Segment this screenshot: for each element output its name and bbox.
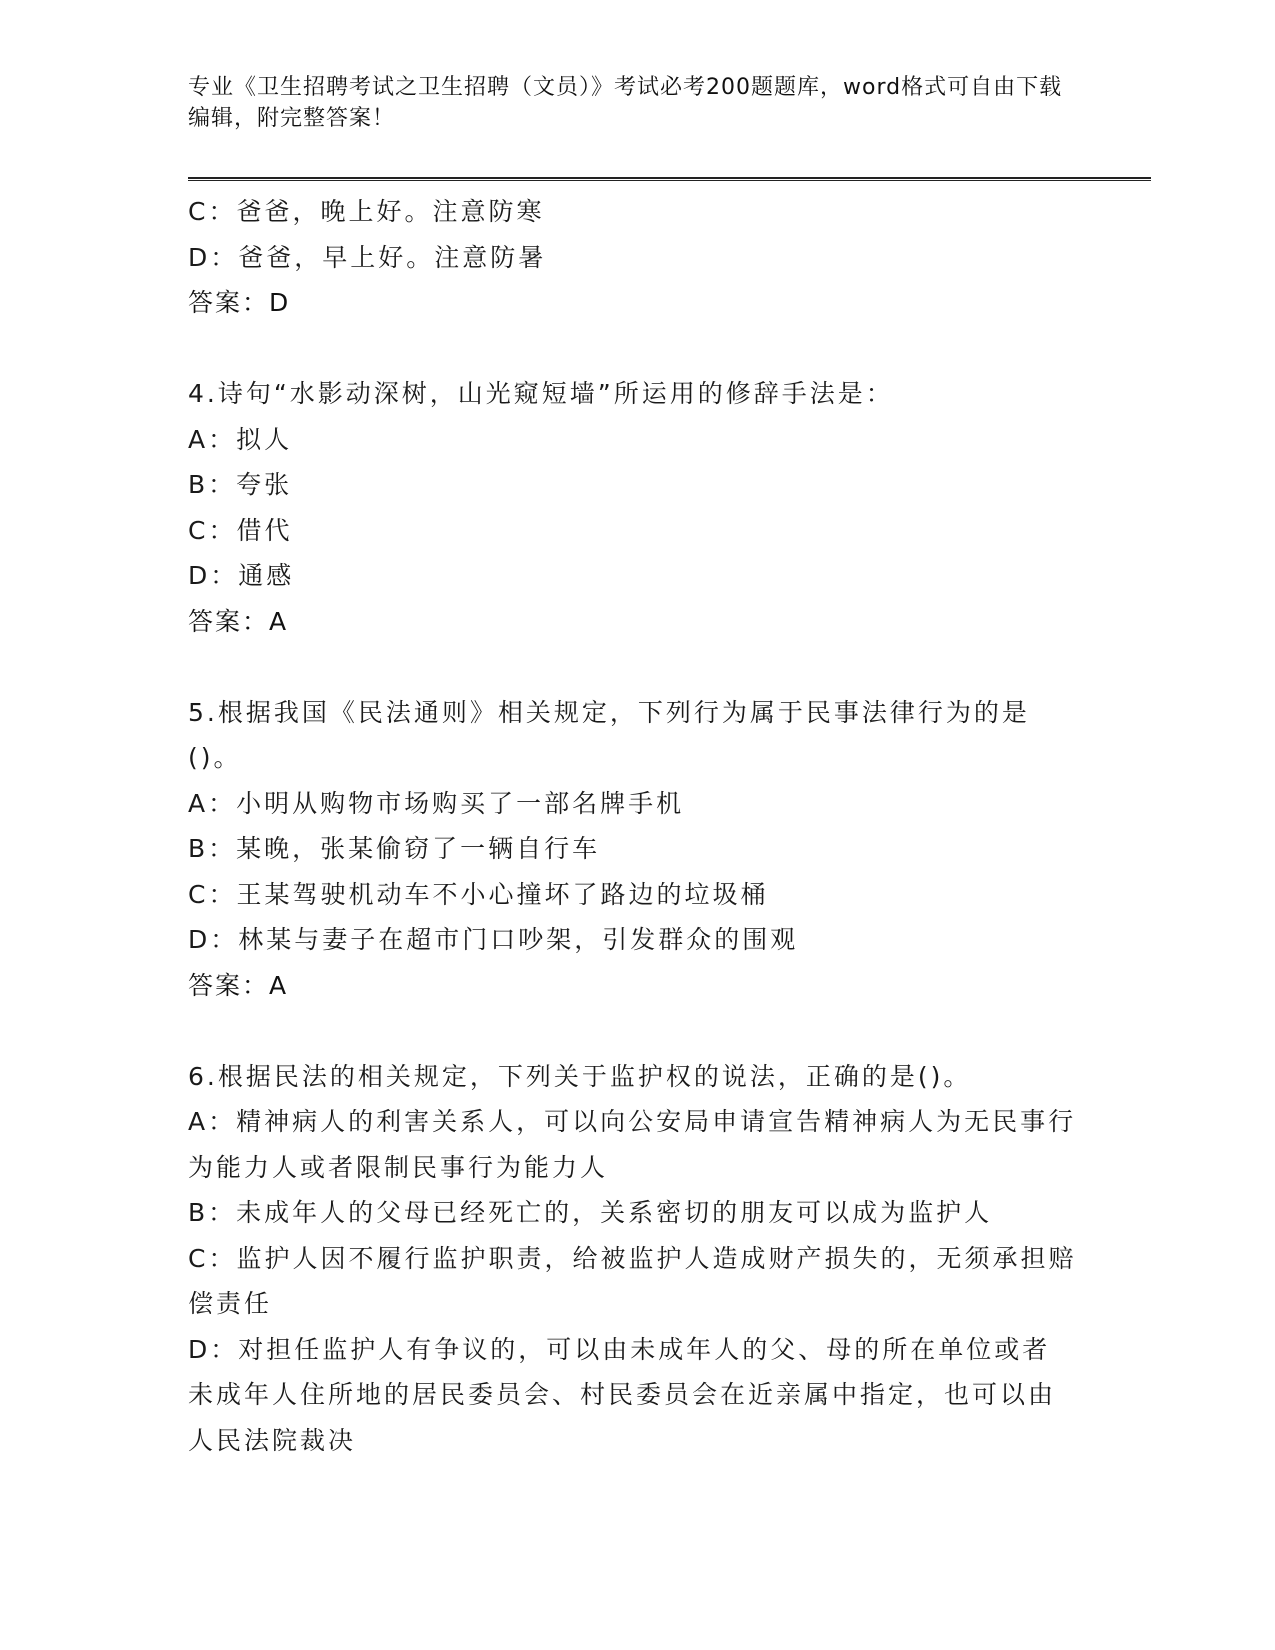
q4-option-a: A：拟人 bbox=[188, 424, 293, 454]
q6-option-d: D：对担任监护人有争议的，可以由未成年人的父、母的所在单位或者未成年人住所地的居民委员会、村民委员会在近亲属中指定，也可以由人民法院裁决 bbox=[188, 1334, 1057, 1455]
header-divider bbox=[188, 177, 1151, 181]
q6-question: 6.根据民法的相关规定，下列关于监护权的说法，正确的是()。 bbox=[188, 1061, 972, 1091]
q6-option-c: C：监护人因不履行监护职责，给被监护人造成财产损失的，无须承担赔偿责任 bbox=[188, 1243, 1077, 1318]
document-header: 专业《卫生招聘考试之卫生招聘（文员）》考试必考200题题库，word格式可自由下载编辑，附完整答案！ bbox=[188, 75, 1063, 131]
q6-option-a: A：精神病人的利害关系人，可以向公安局申请宣告精神病人为无民事行为能力人或者限制民事行为能力人 bbox=[188, 1107, 1077, 1182]
spacer bbox=[188, 1008, 1078, 1054]
q5-option-c: C：王某驾驶机动车不小心撞坏了路边的垃圾桶 bbox=[188, 879, 769, 909]
q5-answer: 答案：A bbox=[188, 970, 289, 1000]
q3-option-d: D：爸爸，早上好。注意防暑 bbox=[188, 242, 547, 272]
spacer bbox=[188, 644, 1078, 690]
q5-option-d: D：林某与妻子在超市门口吵架，引发群众的围观 bbox=[188, 925, 799, 954]
q5-question: 5.根据我国《民法通则》相关规定，下列行为属于民事法律行为的是()。 bbox=[188, 697, 1030, 772]
q4-option-b: B：夸张 bbox=[188, 470, 293, 499]
q3-option-c: C：爸爸，晚上好。注意防寒 bbox=[188, 197, 545, 226]
q4-option-c: C：借代 bbox=[188, 515, 293, 545]
q6-option-b: B：未成年人的父母已经死亡的，关系密切的朋友可以成为监护人 bbox=[188, 1198, 993, 1227]
q4-option-d: D：通感 bbox=[188, 561, 295, 590]
q4-question: 4.诗句“水影动深树，山光窥短墙”所运用的修辞手法是： bbox=[188, 379, 894, 408]
q5-option-b: B：某晚，张某偷窃了一辆自行车 bbox=[188, 834, 601, 863]
question-content bbox=[188, 189, 1078, 1463]
q4-answer: 答案：A bbox=[188, 606, 289, 636]
spacer bbox=[188, 326, 1078, 372]
q5-option-a: A：小明从购物市场购买了一部名牌手机 bbox=[188, 788, 685, 818]
q3-answer: 答案：D bbox=[188, 288, 291, 317]
